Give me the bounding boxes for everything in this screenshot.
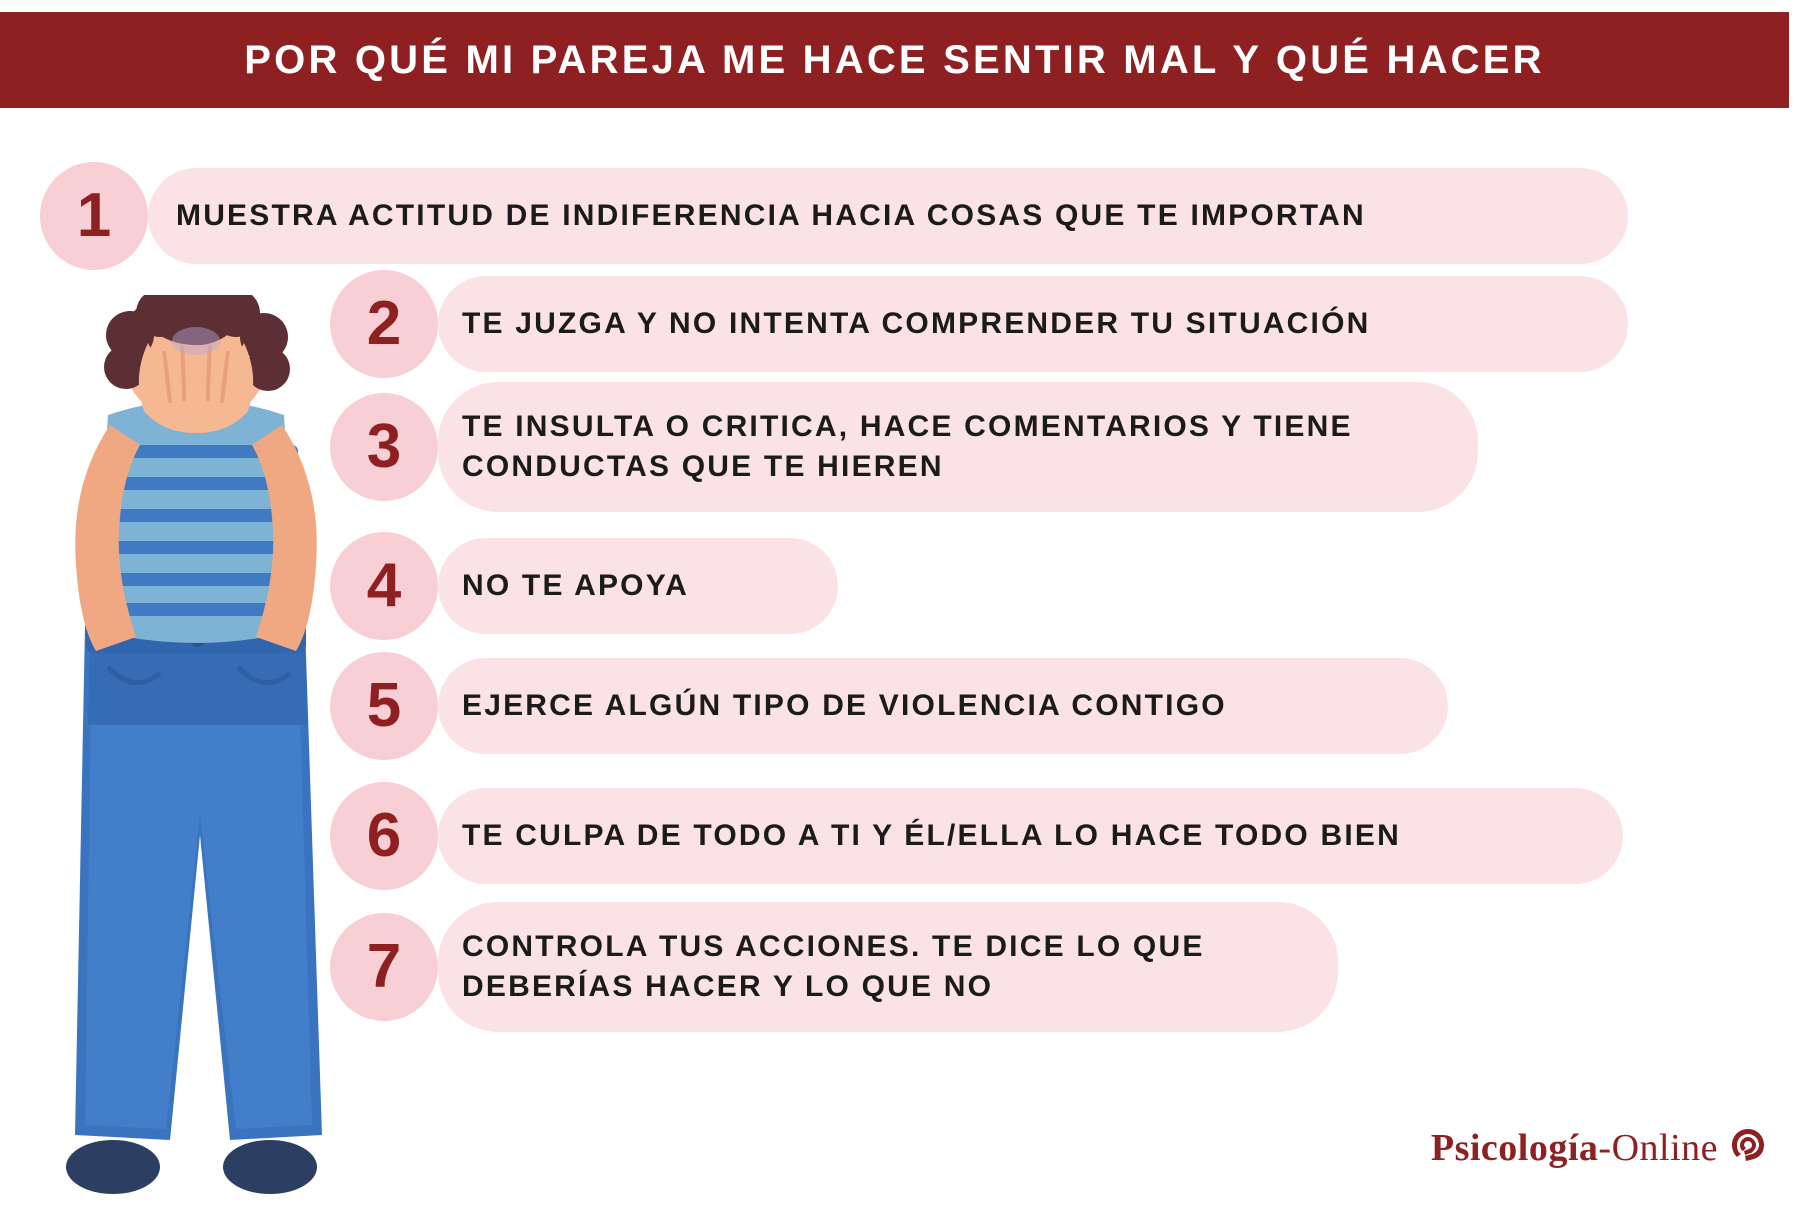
item-pill [438,902,1338,1032]
list-item [330,902,1338,1032]
item-number-badge: 1 [40,162,148,270]
list-item [330,382,1478,512]
page-title: POR QUÉ MI PAREJA ME HACE SENTIR MAL Y QUÉ HACER [244,37,1545,82]
tips-list [0,160,1800,1160]
site-logo[interactable] [1431,1123,1770,1172]
item-pill [438,788,1623,884]
item-text: CONTROLA TUS ACCIONES. TE DICE LO QUE DEBERÍAS HACER Y LO QUE NO [462,930,1205,1003]
item-number-badge: 4 [330,532,438,640]
list-item [330,532,838,640]
item-text: TE JUZGA Y NO INTENTA COMPRENDER TU SITUACIÓN [462,307,1371,341]
item-text: TE INSULTA O CRITICA, HACE COMENTARIOS Y TIENE CONDUCTAS QUE TE HIEREN [462,410,1353,483]
item-pill [438,276,1628,372]
logo-text-secondary: -Online [1598,1126,1718,1169]
list-item [330,652,1448,760]
item-number-badge: 7 [330,913,438,1021]
item-pill [438,658,1448,754]
list-item [40,162,1628,270]
item-number-badge: 6 [330,782,438,890]
header-bar [0,12,1789,108]
item-number-badge: 3 [330,393,438,501]
item-text: TE CULPA DE TODO A TI Y ÉL/ELLA LO HACE TODO BIEN [462,819,1401,853]
item-text: NO TE APOYA [462,569,690,603]
item-text: MUESTRA ACTITUD DE INDIFERENCIA HACIA COSAS QUE TE IMPORTAN [176,199,1366,233]
item-pill [438,382,1478,512]
item-pill [438,538,838,634]
logo-text-primary: Psicología [1430,1126,1599,1169]
item-number-badge: 5 [330,652,438,760]
item-number-badge: 2 [330,270,438,378]
fingerprint-icon [1726,1123,1770,1172]
item-pill [148,168,1628,264]
list-item [330,270,1628,378]
logo-text [1431,1126,1718,1170]
item-text: EJERCE ALGÚN TIPO DE VIOLENCIA CONTIGO [462,689,1227,723]
list-item [330,782,1623,890]
